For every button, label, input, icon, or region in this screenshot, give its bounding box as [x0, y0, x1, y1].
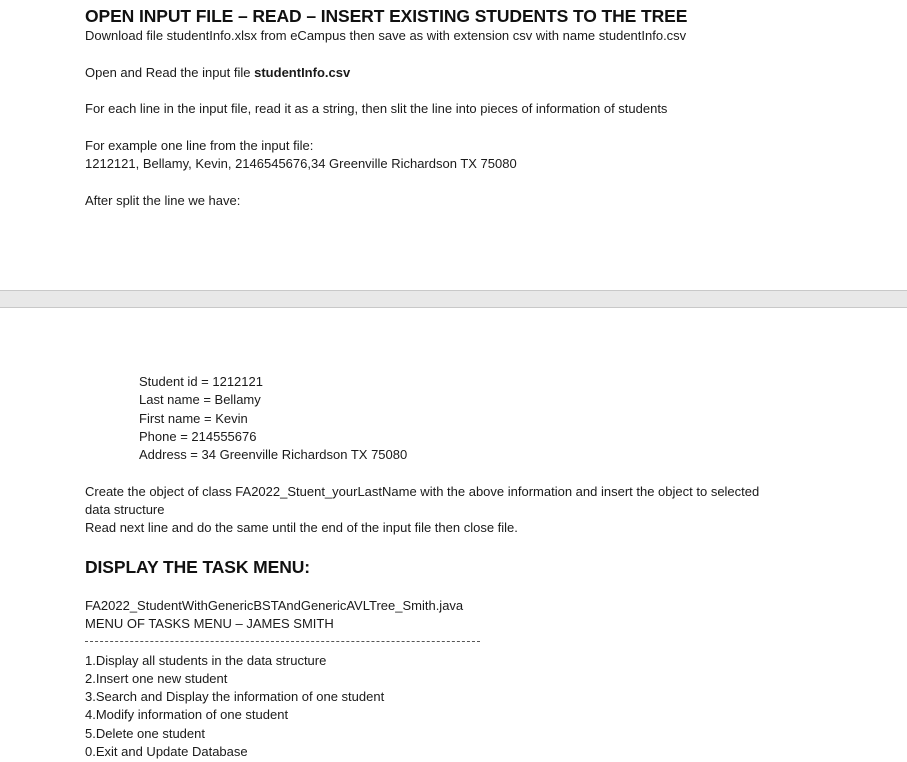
create-object-line-2: data structure — [85, 502, 165, 517]
menu-item: 3.Search and Display the information of one student — [85, 689, 385, 704]
input-file-name: studentInfo.csv — [254, 65, 351, 80]
section-heading-open-input-file: OPEN INPUT FILE – READ – INSERT EXISTING STUDENTS TO THE TREE — [85, 6, 688, 26]
document-page-top — [0, 0, 907, 290]
create-object-line-1: Create the object of class FA2022_Stuent_yourLastName with the above information and insert the object to selected — [85, 484, 760, 499]
menu-item: 5.Delete one student — [85, 726, 205, 741]
section-heading-display-task-menu: DISPLAY THE TASK MENU: — [85, 557, 311, 577]
menu-title: MENU OF TASKS MENU – JAMES SMITH — [85, 616, 334, 631]
example-intro: For example one line from the input file: — [85, 138, 314, 153]
for-each-line-instruction: For each line in the input file, read it as a string, then slit the line into pieces of information of students — [85, 101, 668, 116]
menu-separator — [85, 641, 480, 642]
read-next-line-instruction: Read next line and do the same until the end of the input file then close file. — [85, 520, 518, 535]
split-address: Address = 34 Greenville Richardson TX 75080 — [139, 447, 408, 462]
open-read-instruction — [85, 64, 350, 82]
menu-item: 0.Exit and Update Database — [85, 744, 248, 759]
open-read-text: Open and Read the input file — [85, 65, 255, 80]
page-break-gap — [0, 290, 907, 308]
split-last-name: Last name = Bellamy — [139, 392, 261, 407]
menu-item: 2.Insert one new student — [85, 671, 228, 686]
split-phone: Phone = 214555676 — [139, 429, 257, 444]
split-first-name: First name = Kevin — [139, 411, 248, 426]
java-file-name: FA2022_StudentWithGenericBSTAndGenericAVLTree_Smith.java — [85, 598, 464, 613]
download-instruction: Download file studentInfo.xlsx from eCampus then save as with extension csv with name studentInfo.csv — [85, 28, 687, 43]
split-student-id: Student id = 1212121 — [139, 374, 263, 389]
example-input-line: 1212121, Bellamy, Kevin, 2146545676,34 Greenville Richardson TX 75080 — [85, 156, 517, 171]
after-split-text: After split the line we have: — [85, 193, 241, 208]
menu-item: 1.Display all students in the data structure — [85, 653, 327, 668]
menu-item: 4.Modify information of one student — [85, 707, 289, 722]
